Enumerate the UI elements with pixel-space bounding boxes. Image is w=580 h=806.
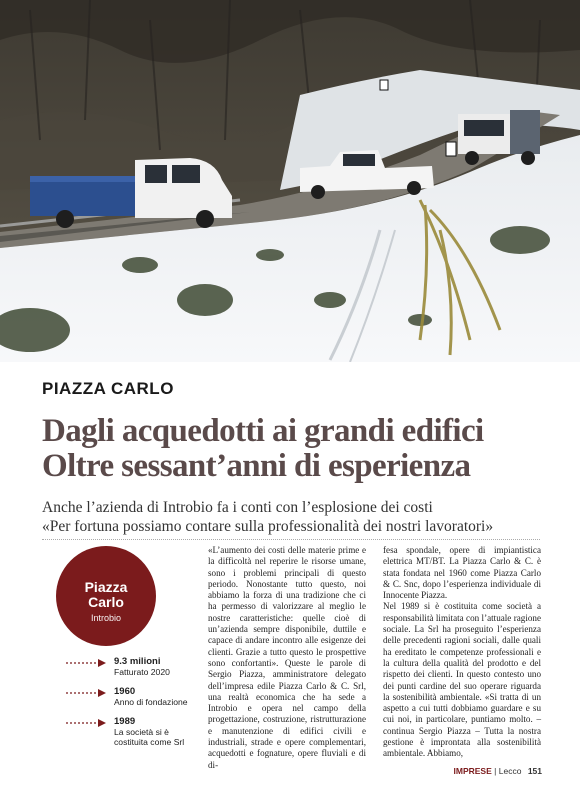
snowy-road-trucks-image: [0, 0, 580, 362]
footer-section: IMPRESE: [453, 766, 492, 776]
fact-key: 9.3 milioni: [114, 656, 161, 667]
section-kicker: PIAZZA CARLO: [42, 379, 174, 398]
fact-item: [66, 656, 196, 677]
footer-separator: |: [494, 766, 497, 776]
arrow-right-icon: [66, 718, 108, 728]
page-footer: [454, 766, 542, 776]
body-paragraph: Nel 1989 si è costituita come società a responsabilità limitata con l’attuale ragione sociale. La Srl ha proseguito l’esperienza delle precedenti ragioni sociali, dalle quali ha ereditato le competenze professionali e la cultura della qualità del prodotto e del rispetto dei clienti. In questo contesto uno dei punti cardine del suo operare riguarda la sostenibilità ambientale. «Si tratta di un aspetto a cui tutti dobbiamo guardare e su cui noi, in particolare, puntiamo molto. – continua Sergio Piazza – Tutta la nostra gestione è improntata alla sostenibilità ambientale. Abbiamo,: [383, 601, 541, 759]
page-number: 151: [527, 766, 542, 776]
body-column-2: [383, 545, 541, 760]
company-facts: [66, 656, 196, 756]
body-paragraph: «L’aumento dei costi delle materie prime e la difficoltà nel reperire le risorse umane, sono i problemi principali di questo periodo. Nonostante tutto questo, noi abbiamo la forza di una tradizione che ci ha permesso di valorizzare al meglio le nostre caratteristiche: quelle cioè di un’azienda sempre disponibile, duttile e capace di andare incontro alle esigenze dei clienti. Grazie a tutto questo le prospettive sono confortanti». Queste le parole di Sergio Piazza, amministratore delegato dell’impresa edile Piazza Carlo & C. Srl, una realtà economica che ha sede a Introbio e opera nel campo della progettazione, costruzione, ristrutturazione e manutenzione di edifici civili e industriali, strade e opere complementari, acquedotti e fognature, opere fluviali e di di-: [208, 545, 366, 770]
divider: [42, 539, 540, 540]
article-photo: [0, 0, 580, 362]
fact-item: [66, 716, 196, 747]
company-badge: [56, 546, 156, 646]
arrow-right-icon: [66, 658, 108, 668]
fact-key: 1960: [114, 686, 136, 697]
subhead-line-1: Anche l’azienda di Introbio fa i conti con l’esplosione dei costi: [42, 499, 433, 516]
fact-desc: Anno di fondazione: [114, 697, 188, 707]
fact-item: [66, 686, 196, 707]
fact-key: 1989: [114, 716, 136, 727]
headline-line-2: Oltre sessant’anni di esperienza: [42, 448, 471, 484]
subhead-line-2: «Per fortuna possiamo contare sulla professionalità dei nostri lavoratori»: [42, 518, 494, 535]
company-location: Introbio: [90, 613, 122, 623]
body-paragraph: fesa spondale, opere di impiantistica elettrica MT/BT. La Piazza Carlo & C. è stata fondata nel 1960 come Piazza Carlo & C. Snc, dopo l’esperienza individuale di Innocente Piazza.: [383, 545, 541, 601]
company-name: [56, 580, 156, 610]
headline-line-1: Dagli acquedotti ai grandi edifici: [42, 413, 484, 449]
article-headline: [42, 414, 484, 484]
footer-location: Lecco: [498, 766, 522, 776]
fact-desc: Fatturato 2020: [114, 667, 170, 677]
fact-desc: La società si è costituita come Srl: [114, 727, 185, 747]
article-subhead: [42, 498, 493, 536]
company-name-line-2: Carlo: [88, 594, 124, 610]
arrow-right-icon: [66, 688, 108, 698]
body-column-1: [208, 545, 366, 771]
company-name-line-1: Piazza: [84, 579, 128, 595]
